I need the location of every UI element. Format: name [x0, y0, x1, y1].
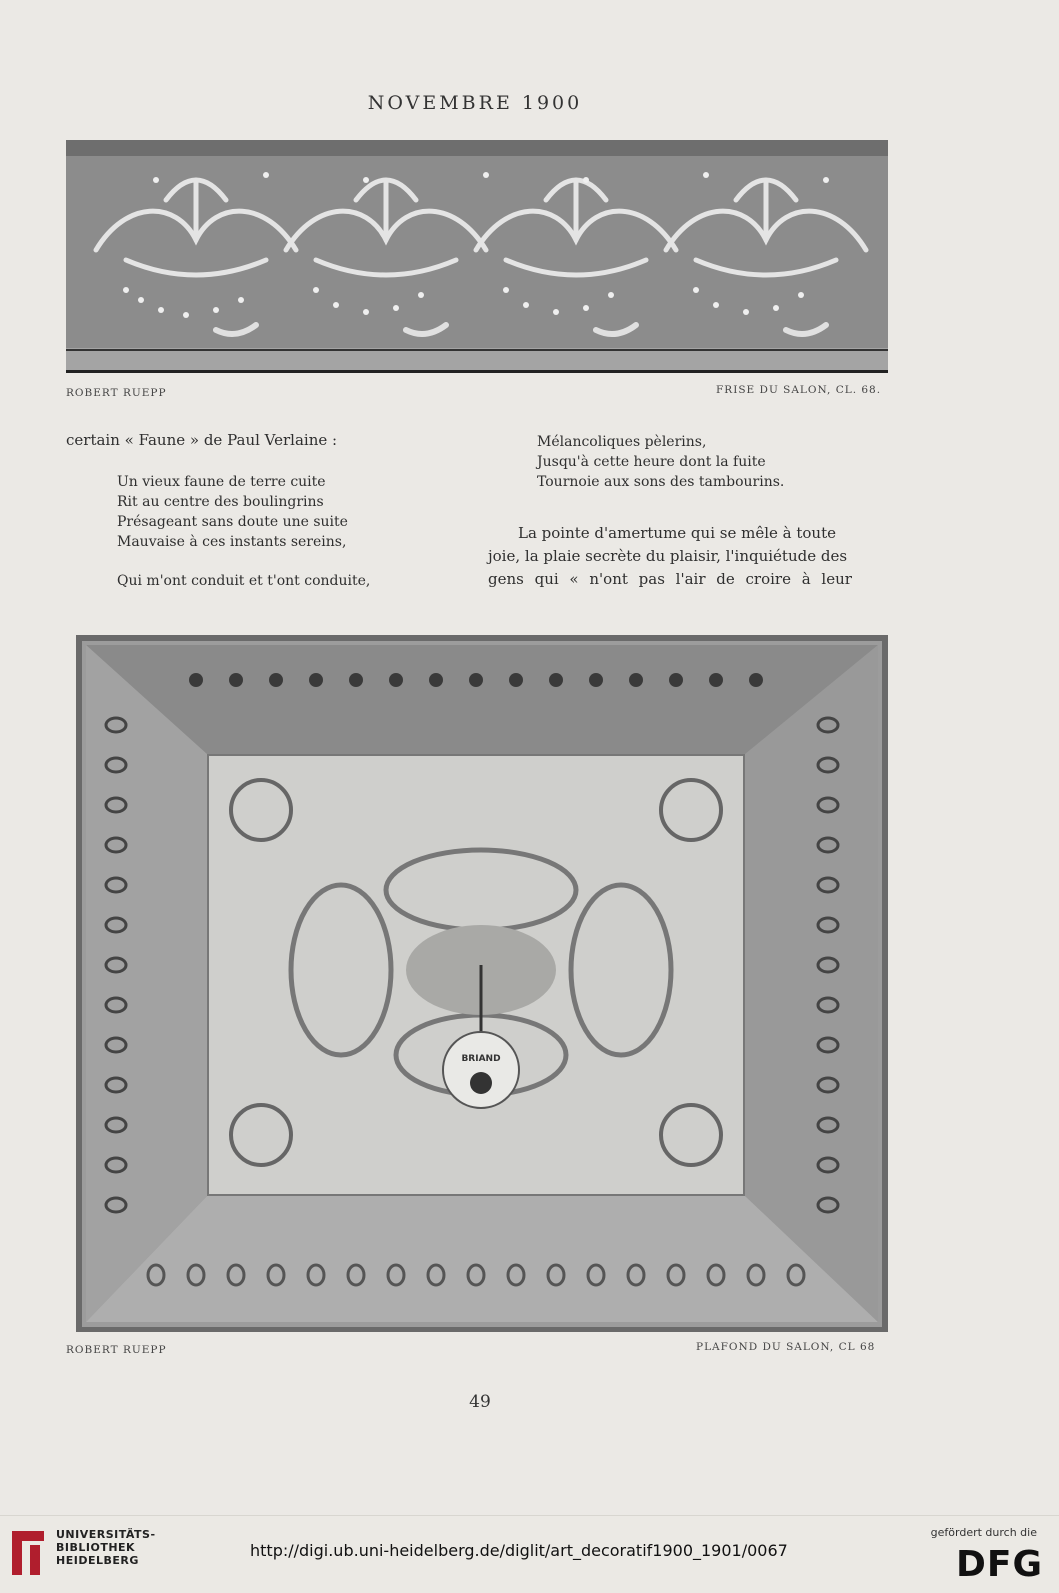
library-line: UNIVERSITÄTS- — [56, 1528, 156, 1541]
verse-line: Mauvaise à ces instants sereins, — [117, 534, 347, 550]
verse-line: Tournoie aux sons des tambourins. — [537, 474, 785, 490]
library-name — [56, 1528, 156, 1567]
verse-line: Rit au centre des boulingrins — [117, 494, 324, 510]
verse-line: Un vieux faune de terre cuite — [117, 474, 326, 490]
footer-bar — [0, 1515, 1059, 1593]
medallion-text: BRIAND — [461, 1054, 501, 1064]
ceiling-ornament — [76, 635, 888, 1332]
library-line: BIBLIOTHEK — [56, 1541, 136, 1554]
prose-line: La pointe d'amertume qui se mêle à toute — [518, 524, 836, 542]
verse-line: Mélancoliques pèlerins, — [537, 434, 707, 450]
verse-line: Qui m'ont conduit et t'ont conduite, — [117, 573, 371, 589]
library-line: HEIDELBERG — [56, 1554, 139, 1567]
verse-line: Présageant sans doute une suite — [117, 514, 348, 530]
funding-note: gefördert durch die — [930, 1526, 1037, 1539]
dfg-logo: DFG — [955, 1544, 1043, 1585]
verse-line: Jusqu'à cette heure dont la fuite — [537, 454, 766, 470]
frieze-caption-title: FRISE DU SALON, CL. 68. — [716, 384, 882, 396]
ceiling-caption-artist: ROBERT RUEPP — [66, 1344, 167, 1356]
frieze-ornament — [66, 140, 888, 370]
intro-line: certain « Faune » de Paul Verlaine : — [66, 431, 338, 449]
prose-line: joie, la plaie secrète du plaisir, l'inquiétude des — [488, 547, 848, 565]
ceiling-caption-title: PLAFOND DU SALON, CL 68 — [696, 1341, 876, 1353]
ceiling-illustration — [76, 635, 888, 1332]
page-number: 49 — [469, 1392, 491, 1412]
running-head: NOVEMBRE 1900 — [367, 92, 583, 114]
frieze-caption-artist: ROBERT RUEPP — [66, 387, 167, 399]
prose-line: gens qui « n'ont pas l'air de croire à leur — [488, 570, 852, 588]
university-library-logo-icon — [8, 1527, 50, 1579]
permalink-url[interactable]: http://digi.ub.uni-heidelberg.de/diglit/art_decoratif1900_1901/0067 — [250, 1541, 788, 1560]
frieze-illustration — [66, 140, 888, 373]
